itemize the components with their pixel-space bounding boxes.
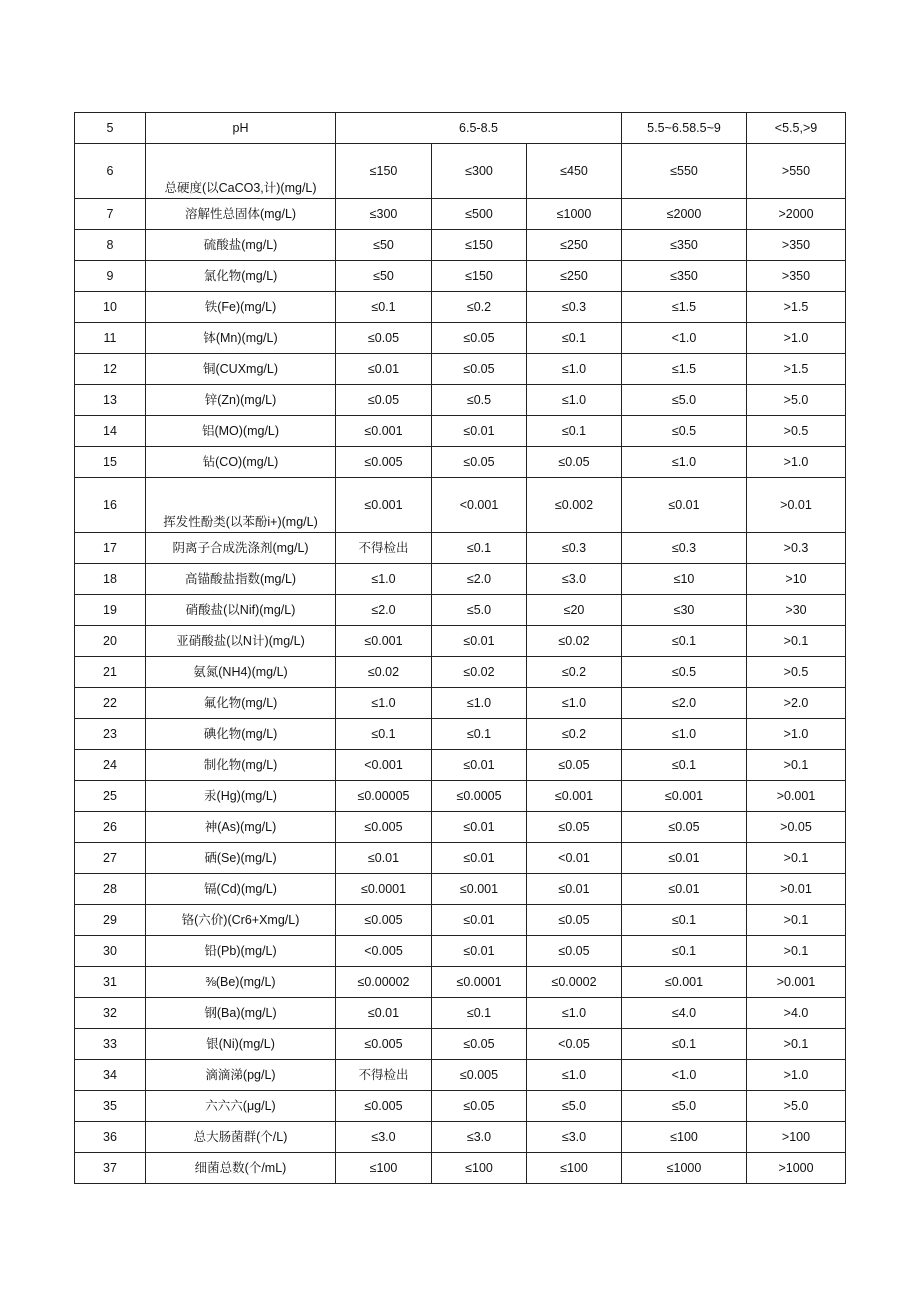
table-row (75, 447, 846, 478)
class-iii-limit: <0.01 (527, 843, 622, 874)
indicator-name: 阴离子合成洗涤剂(mg/L) (146, 533, 336, 564)
class-ii-limit: ≤0.2 (432, 292, 527, 323)
class-iii-limit: ≤0.3 (527, 292, 622, 323)
class-iv-limit: <1.0 (622, 323, 747, 354)
class-i-limit: ≤0.001 (336, 626, 432, 657)
indicator-name: 铁(Fe)(mg/L) (146, 292, 336, 323)
class-iii-limit: ≤250 (527, 261, 622, 292)
ph-range-class-iv: 5.5~6.58.5~9 (622, 113, 747, 144)
class-v-limit: >100 (747, 1122, 846, 1153)
class-iii-limit: ≤0.002 (527, 478, 622, 533)
class-ii-limit: ≤0.01 (432, 812, 527, 843)
class-i-limit: 不得检出 (336, 533, 432, 564)
class-ii-limit: ≤0.0001 (432, 967, 527, 998)
table-row (75, 874, 846, 905)
row-number: 21 (75, 657, 146, 688)
class-iv-limit: ≤30 (622, 595, 747, 626)
row-number: 5 (75, 113, 146, 144)
class-iv-limit: ≤2000 (622, 199, 747, 230)
class-v-limit: >4.0 (747, 998, 846, 1029)
table-row (75, 998, 846, 1029)
class-iv-limit: ≤0.05 (622, 812, 747, 843)
class-v-limit: >1.5 (747, 292, 846, 323)
class-i-limit: 不得检出 (336, 1060, 432, 1091)
class-v-limit: >0.1 (747, 843, 846, 874)
table-row (75, 1091, 846, 1122)
class-iv-limit: ≤0.1 (622, 626, 747, 657)
class-iii-limit: ≤1.0 (527, 688, 622, 719)
class-i-limit: ≤0.02 (336, 657, 432, 688)
class-iv-limit: ≤0.1 (622, 750, 747, 781)
class-iii-limit: ≤0.001 (527, 781, 622, 812)
row-number: 12 (75, 354, 146, 385)
class-i-limit: ≤0.005 (336, 812, 432, 843)
class-i-limit: ≤0.0001 (336, 874, 432, 905)
class-ii-limit: ≤0.1 (432, 719, 527, 750)
indicator-name: 氟化物(mg/L) (146, 688, 336, 719)
class-iv-limit: ≤10 (622, 564, 747, 595)
row-number: 24 (75, 750, 146, 781)
row-number: 15 (75, 447, 146, 478)
class-ii-limit: ≤3.0 (432, 1122, 527, 1153)
class-iv-limit: ≤0.01 (622, 843, 747, 874)
table-body (75, 113, 846, 1184)
class-iii-limit: ≤450 (527, 144, 622, 199)
indicator-name: 滴滴涕(pg/L) (146, 1060, 336, 1091)
table-row (75, 967, 846, 998)
class-v-limit: >0.1 (747, 750, 846, 781)
class-v-limit: >2000 (747, 199, 846, 230)
row-number: 22 (75, 688, 146, 719)
class-v-limit: >0.001 (747, 967, 846, 998)
class-v-limit: >0.01 (747, 874, 846, 905)
class-iii-limit: ≤0.02 (527, 626, 622, 657)
table-row (75, 626, 846, 657)
class-iii-limit: ≤0.05 (527, 812, 622, 843)
class-iv-limit: ≤5.0 (622, 385, 747, 416)
class-iv-limit: ≤0.01 (622, 478, 747, 533)
indicator-name: 碘化物(mg/L) (146, 719, 336, 750)
class-v-limit: >0.5 (747, 657, 846, 688)
indicator-name: 铅(Pb)(mg/L) (146, 936, 336, 967)
class-iv-limit: ≤0.5 (622, 416, 747, 447)
class-i-limit: <0.001 (336, 750, 432, 781)
indicator-name: 锌(Zn)(mg/L) (146, 385, 336, 416)
class-v-limit: >1.0 (747, 719, 846, 750)
table-row (75, 354, 846, 385)
class-v-limit: >0.1 (747, 936, 846, 967)
class-i-limit: ≤1.0 (336, 688, 432, 719)
table-row (75, 719, 846, 750)
class-v-limit: >0.001 (747, 781, 846, 812)
row-number: 37 (75, 1153, 146, 1184)
class-ii-limit: ≤0.1 (432, 998, 527, 1029)
row-number: 25 (75, 781, 146, 812)
class-ii-limit: <0.001 (432, 478, 527, 533)
class-iv-limit: ≤1.0 (622, 719, 747, 750)
class-iii-limit: ≤250 (527, 230, 622, 261)
row-number: 9 (75, 261, 146, 292)
class-iv-limit: ≤0.001 (622, 781, 747, 812)
class-iv-limit: ≤1.5 (622, 354, 747, 385)
class-ii-limit: ≤100 (432, 1153, 527, 1184)
row-number: 36 (75, 1122, 146, 1153)
class-v-limit: >10 (747, 564, 846, 595)
table-row (75, 843, 846, 874)
class-i-limit: ≤0.1 (336, 719, 432, 750)
class-i-limit: ≤2.0 (336, 595, 432, 626)
table-row (75, 230, 846, 261)
class-v-limit: >0.1 (747, 905, 846, 936)
indicator-name: 氯化物(mg/L) (146, 261, 336, 292)
class-i-limit: ≤0.005 (336, 905, 432, 936)
row-number: 35 (75, 1091, 146, 1122)
class-ii-limit: ≤0.05 (432, 1091, 527, 1122)
class-v-limit: >0.01 (747, 478, 846, 533)
row-number: 14 (75, 416, 146, 447)
class-ii-limit: ≤5.0 (432, 595, 527, 626)
table-row (75, 781, 846, 812)
class-ii-limit: ≤0.01 (432, 843, 527, 874)
indicator-name: 钻(CO)(mg/L) (146, 447, 336, 478)
row-number: 16 (75, 478, 146, 533)
table-row (75, 1060, 846, 1091)
class-v-limit: >0.3 (747, 533, 846, 564)
indicator-name: 细菌总数(个/mL) (146, 1153, 336, 1184)
indicator-name: 挥发性酚类(以苯酚i+)(mg/L) (146, 478, 336, 533)
class-ii-limit: ≤0.05 (432, 354, 527, 385)
class-ii-limit: ≤150 (432, 230, 527, 261)
class-ii-limit: ≤0.05 (432, 447, 527, 478)
class-v-limit: >550 (747, 144, 846, 199)
class-iii-limit: ≤3.0 (527, 1122, 622, 1153)
class-iii-limit: ≤20 (527, 595, 622, 626)
ph-range-class-v: <5.5,>9 (747, 113, 846, 144)
row-number: 27 (75, 843, 146, 874)
table-row (75, 385, 846, 416)
class-iv-limit: ≤100 (622, 1122, 747, 1153)
table-row (75, 292, 846, 323)
class-i-limit: ≤0.01 (336, 843, 432, 874)
class-v-limit: >5.0 (747, 385, 846, 416)
row-number: 8 (75, 230, 146, 261)
indicator-name: 镉(Cd)(mg/L) (146, 874, 336, 905)
class-iv-limit: ≤1000 (622, 1153, 747, 1184)
indicator-name: 银(Ni)(mg/L) (146, 1029, 336, 1060)
class-iv-limit: ≤1.0 (622, 447, 747, 478)
indicator-name: 高锚酸盐指数(mg/L) (146, 564, 336, 595)
table-row (75, 564, 846, 595)
class-i-limit: ≤0.005 (336, 1091, 432, 1122)
class-iv-limit: ≤0.1 (622, 905, 747, 936)
indicator-name: 钵(Mn)(mg/L) (146, 323, 336, 354)
table-row (75, 1122, 846, 1153)
row-number: 6 (75, 144, 146, 199)
class-v-limit: >5.0 (747, 1091, 846, 1122)
class-i-limit: <0.005 (336, 936, 432, 967)
class-ii-limit: ≤0.01 (432, 750, 527, 781)
indicator-name: 硫酸盐(mg/L) (146, 230, 336, 261)
class-iii-limit: ≤0.05 (527, 447, 622, 478)
class-iii-limit: ≤0.3 (527, 533, 622, 564)
class-ii-limit: ≤300 (432, 144, 527, 199)
class-ii-limit: ≤0.5 (432, 385, 527, 416)
ph-range-class-i-iii: 6.5-8.5 (336, 113, 622, 144)
class-v-limit: >0.05 (747, 812, 846, 843)
class-iv-limit: ≤350 (622, 261, 747, 292)
indicator-name: 溶解性总固体(mg/L) (146, 199, 336, 230)
table-row (75, 657, 846, 688)
indicator-name: 硒(Se)(mg/L) (146, 843, 336, 874)
class-v-limit: >1.0 (747, 323, 846, 354)
table-row-ph (75, 113, 846, 144)
row-number: 30 (75, 936, 146, 967)
class-ii-limit: ≤0.1 (432, 533, 527, 564)
table-row (75, 416, 846, 447)
class-i-limit: ≤50 (336, 261, 432, 292)
class-i-limit: ≤0.05 (336, 385, 432, 416)
class-iv-limit: ≤0.1 (622, 1029, 747, 1060)
class-iii-limit: ≤1.0 (527, 998, 622, 1029)
class-ii-limit: ≤150 (432, 261, 527, 292)
class-i-limit: ≤0.001 (336, 416, 432, 447)
class-ii-limit: ≤0.01 (432, 905, 527, 936)
table-row (75, 261, 846, 292)
class-i-limit: ≤3.0 (336, 1122, 432, 1153)
class-iii-limit: ≤1.0 (527, 385, 622, 416)
row-number: 28 (75, 874, 146, 905)
class-iv-limit: ≤0.3 (622, 533, 747, 564)
table-row (75, 323, 846, 354)
indicator-name: 亚硝酸盐(以N计)(mg/L) (146, 626, 336, 657)
class-iv-limit: ≤0.01 (622, 874, 747, 905)
class-v-limit: >1.0 (747, 1060, 846, 1091)
class-v-limit: >0.1 (747, 626, 846, 657)
class-i-limit: ≤0.05 (336, 323, 432, 354)
table-row (75, 533, 846, 564)
table-row (75, 936, 846, 967)
class-iii-limit: ≤0.05 (527, 750, 622, 781)
row-number: 18 (75, 564, 146, 595)
class-v-limit: >2.0 (747, 688, 846, 719)
indicator-name: pH (146, 113, 336, 144)
row-number: 34 (75, 1060, 146, 1091)
table-row (75, 812, 846, 843)
table-row (75, 595, 846, 626)
class-iii-limit: ≤100 (527, 1153, 622, 1184)
indicator-name: 氨氮(NH4)(mg/L) (146, 657, 336, 688)
class-iv-limit: <1.0 (622, 1060, 747, 1091)
class-v-limit: >1000 (747, 1153, 846, 1184)
indicator-name: 硝酸盐(以Nif)(mg/L) (146, 595, 336, 626)
class-iii-limit: ≤0.05 (527, 936, 622, 967)
class-i-limit: ≤50 (336, 230, 432, 261)
table-row (75, 688, 846, 719)
class-iii-limit: <0.05 (527, 1029, 622, 1060)
row-number: 19 (75, 595, 146, 626)
table-row (75, 478, 846, 533)
class-iv-limit: ≤2.0 (622, 688, 747, 719)
table-row (75, 1029, 846, 1060)
row-number: 26 (75, 812, 146, 843)
class-iii-limit: ≤1.0 (527, 1060, 622, 1091)
class-ii-limit: ≤0.01 (432, 416, 527, 447)
class-iv-limit: ≤550 (622, 144, 747, 199)
indicator-name: 总大肠菌群(个/L) (146, 1122, 336, 1153)
indicator-name: 神(As)(mg/L) (146, 812, 336, 843)
class-ii-limit: ≤0.05 (432, 323, 527, 354)
class-iii-limit: ≤0.05 (527, 905, 622, 936)
row-number: 31 (75, 967, 146, 998)
class-iv-limit: ≤0.001 (622, 967, 747, 998)
row-number: 20 (75, 626, 146, 657)
class-i-limit: ≤150 (336, 144, 432, 199)
class-i-limit: ≤0.005 (336, 1029, 432, 1060)
class-v-limit: >350 (747, 261, 846, 292)
class-i-limit: ≤0.1 (336, 292, 432, 323)
class-iii-limit: ≤0.1 (527, 323, 622, 354)
row-number: 29 (75, 905, 146, 936)
class-i-limit: ≤0.00002 (336, 967, 432, 998)
class-iv-limit: ≤5.0 (622, 1091, 747, 1122)
indicator-name: 铝(MO)(mg/L) (146, 416, 336, 447)
row-number: 7 (75, 199, 146, 230)
indicator-name: 六六六(μg/L) (146, 1091, 336, 1122)
class-v-limit: >1.5 (747, 354, 846, 385)
class-iii-limit: ≤0.2 (527, 657, 622, 688)
class-ii-limit: ≤0.01 (432, 626, 527, 657)
row-number: 23 (75, 719, 146, 750)
class-iv-limit: ≤0.1 (622, 936, 747, 967)
class-iv-limit: ≤350 (622, 230, 747, 261)
class-iii-limit: ≤1.0 (527, 354, 622, 385)
row-number: 13 (75, 385, 146, 416)
class-v-limit: >30 (747, 595, 846, 626)
class-iii-limit: ≤0.0002 (527, 967, 622, 998)
class-i-limit: ≤300 (336, 199, 432, 230)
indicator-name: 汞(Hg)(mg/L) (146, 781, 336, 812)
groundwater-standards-table (74, 112, 846, 1184)
class-v-limit: >350 (747, 230, 846, 261)
table-row (75, 199, 846, 230)
class-i-limit: ≤0.001 (336, 478, 432, 533)
indicator-name: 制化物(mg/L) (146, 750, 336, 781)
indicator-name: ⅜(Be)(mg/L) (146, 967, 336, 998)
indicator-name: 钢(Ba)(mg/L) (146, 998, 336, 1029)
class-ii-limit: ≤500 (432, 199, 527, 230)
class-ii-limit: ≤0.005 (432, 1060, 527, 1091)
class-v-limit: >0.1 (747, 1029, 846, 1060)
row-number: 11 (75, 323, 146, 354)
class-ii-limit: ≤0.0005 (432, 781, 527, 812)
class-i-limit: ≤0.01 (336, 354, 432, 385)
class-iii-limit: ≤0.01 (527, 874, 622, 905)
row-number: 17 (75, 533, 146, 564)
row-number: 33 (75, 1029, 146, 1060)
indicator-name: 总硬度(以CaCO3,计)(mg/L) (146, 144, 336, 199)
class-v-limit: >1.0 (747, 447, 846, 478)
table-row (75, 905, 846, 936)
class-ii-limit: ≤0.001 (432, 874, 527, 905)
class-ii-limit: ≤0.05 (432, 1029, 527, 1060)
class-iii-limit: ≤0.1 (527, 416, 622, 447)
class-iii-limit: ≤3.0 (527, 564, 622, 595)
class-i-limit: ≤100 (336, 1153, 432, 1184)
row-number: 32 (75, 998, 146, 1029)
class-ii-limit: ≤0.02 (432, 657, 527, 688)
class-iv-limit: ≤4.0 (622, 998, 747, 1029)
class-iii-limit: ≤1000 (527, 199, 622, 230)
class-ii-limit: ≤2.0 (432, 564, 527, 595)
class-iii-limit: ≤5.0 (527, 1091, 622, 1122)
class-v-limit: >0.5 (747, 416, 846, 447)
indicator-name: 铬(六价)(Cr6+Xmg/L) (146, 905, 336, 936)
class-ii-limit: ≤1.0 (432, 688, 527, 719)
class-i-limit: ≤0.01 (336, 998, 432, 1029)
class-i-limit: ≤0.005 (336, 447, 432, 478)
row-number: 10 (75, 292, 146, 323)
class-iv-limit: ≤1.5 (622, 292, 747, 323)
class-iii-limit: ≤0.2 (527, 719, 622, 750)
class-iv-limit: ≤0.5 (622, 657, 747, 688)
class-i-limit: ≤1.0 (336, 564, 432, 595)
table-row (75, 144, 846, 199)
table-row (75, 750, 846, 781)
class-ii-limit: ≤0.01 (432, 936, 527, 967)
table-row (75, 1153, 846, 1184)
class-i-limit: ≤0.00005 (336, 781, 432, 812)
indicator-name: 铜(CUXmg/L) (146, 354, 336, 385)
